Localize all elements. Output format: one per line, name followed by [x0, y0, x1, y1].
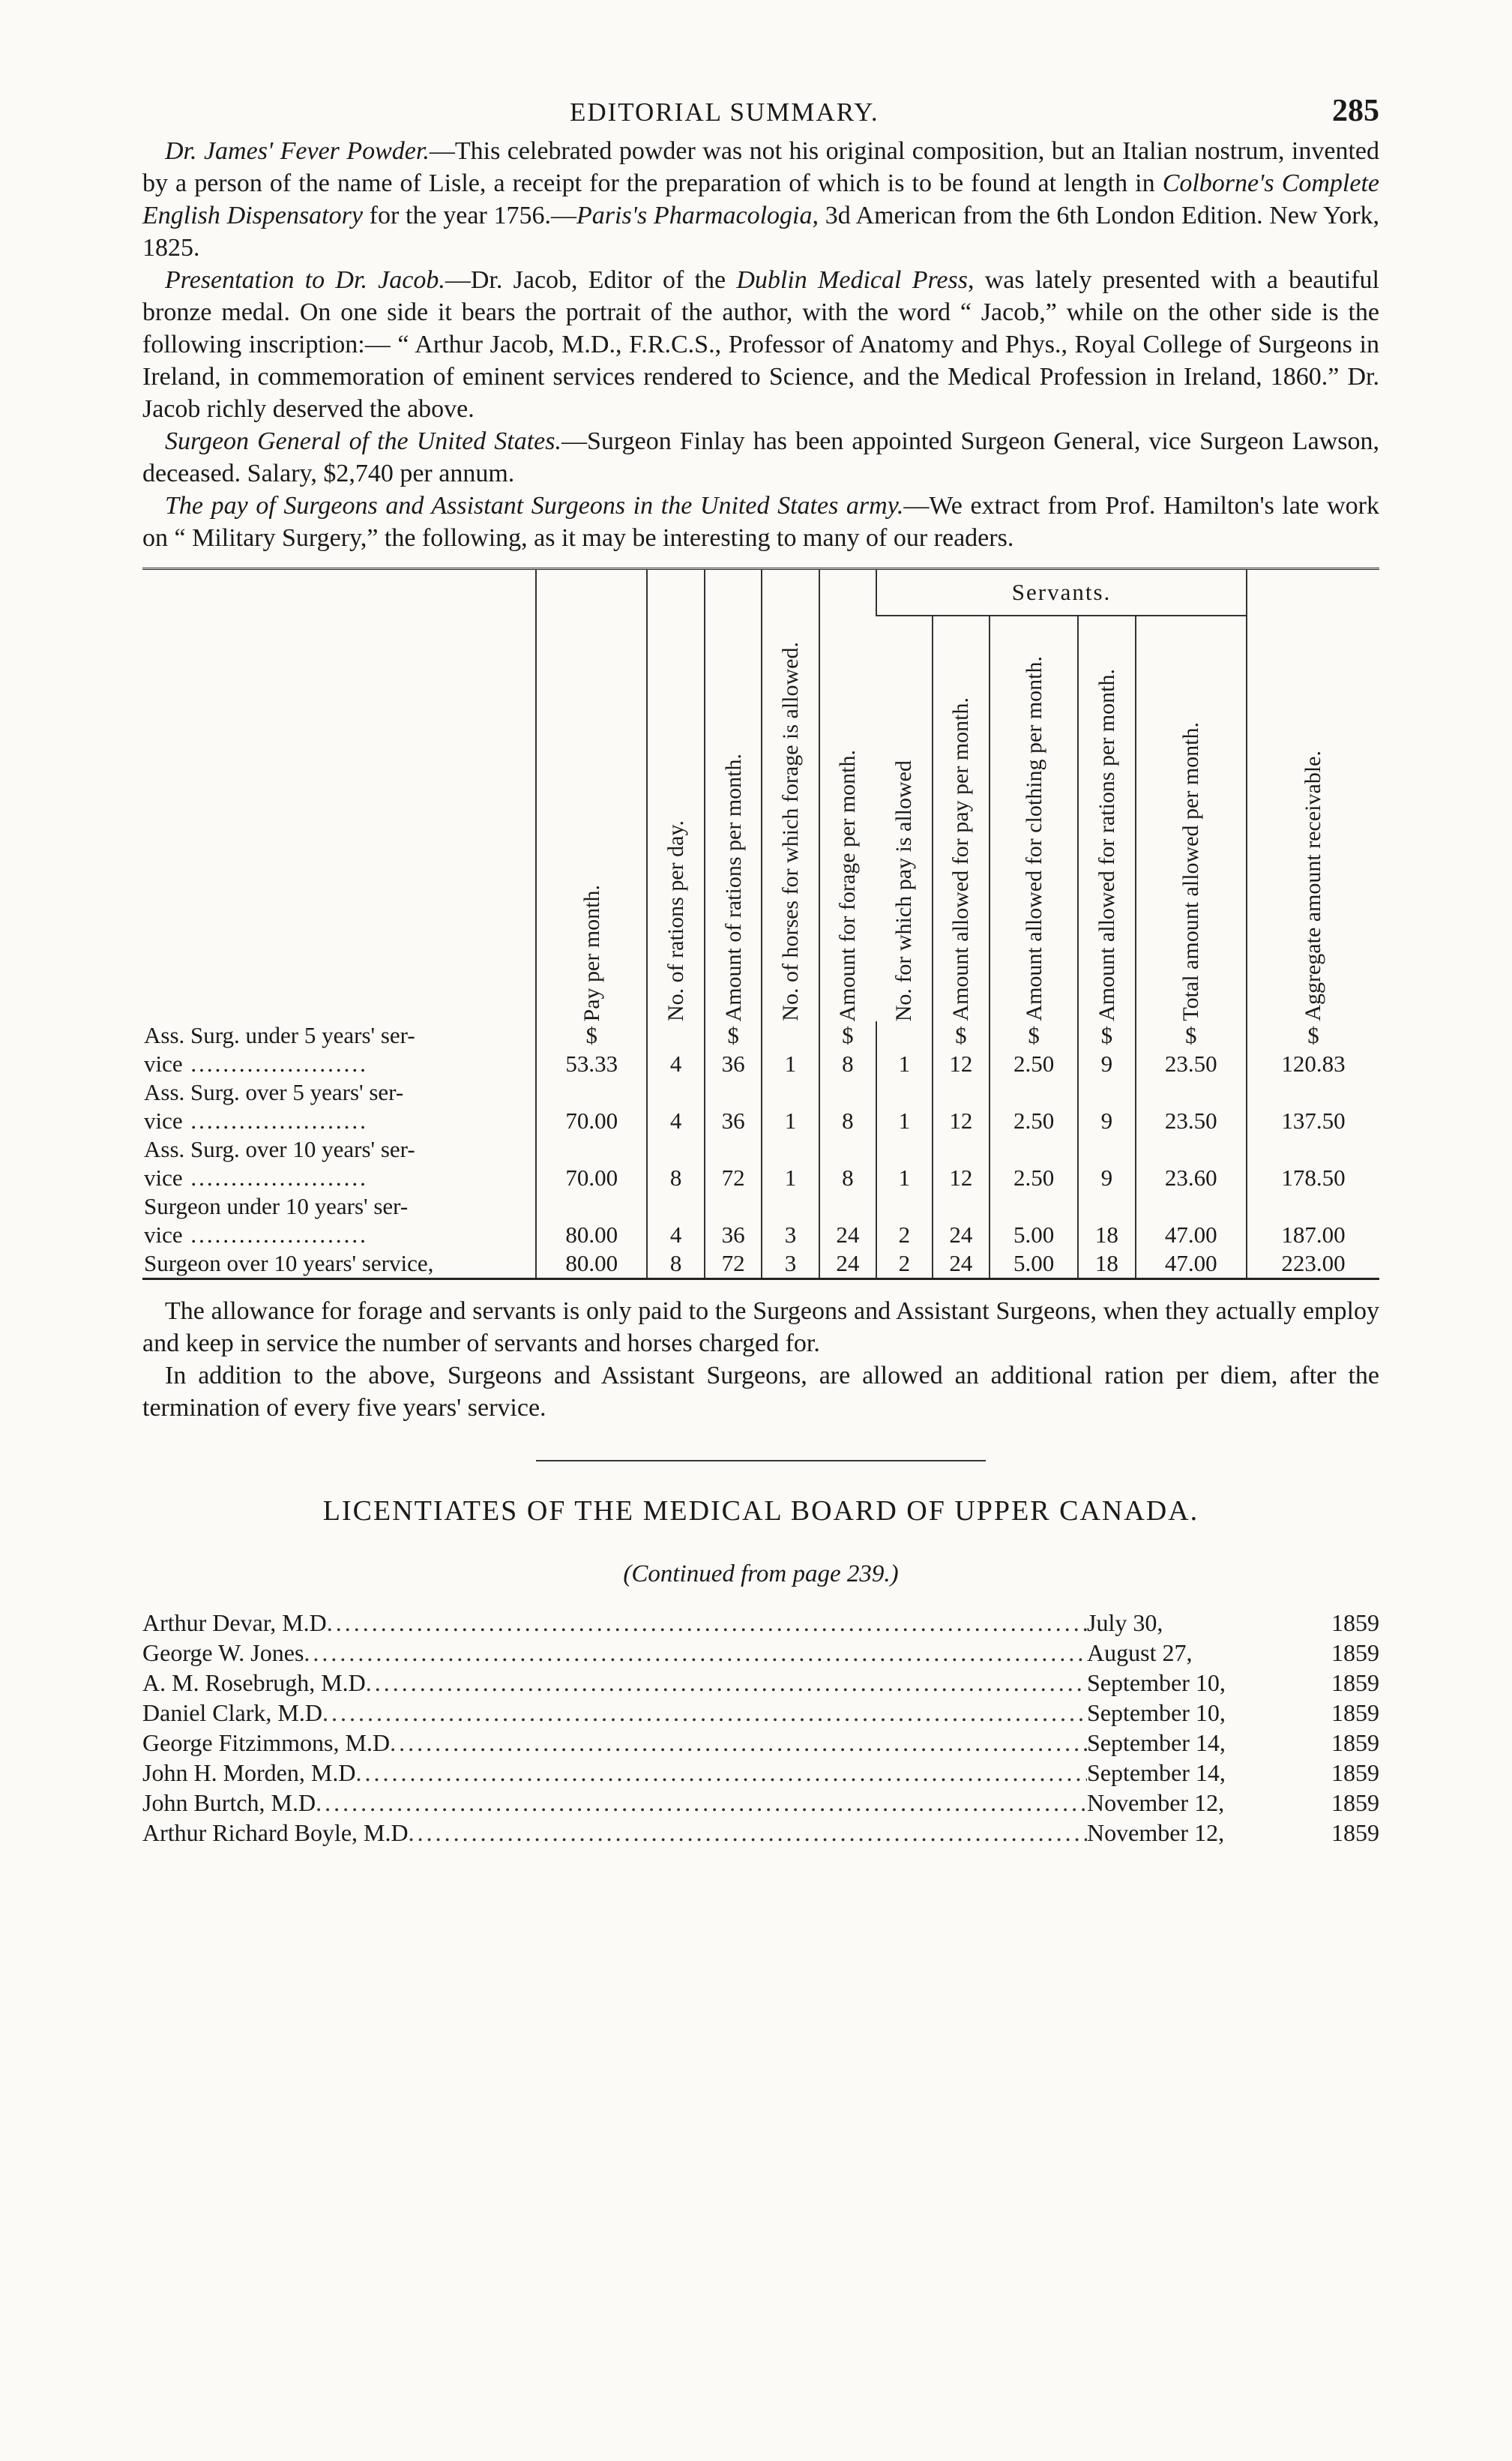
- list-item: [142, 1668, 1379, 1698]
- licentiate-year: 1859: [1331, 1609, 1379, 1636]
- list-item: [142, 1698, 1379, 1728]
- licentiate-year: 1859: [1331, 1759, 1379, 1786]
- leader-dots: [355, 1758, 1087, 1788]
- column-header: Pay per month.: [536, 570, 647, 1021]
- page-number: 285: [1332, 94, 1379, 128]
- paragraph-surgeon-general: [142, 425, 1379, 490]
- editorial-paragraphs: [142, 135, 1379, 554]
- column-header: Amount for forage per month.: [819, 570, 876, 1021]
- licentiate-year: 1859: [1331, 1729, 1379, 1756]
- paragraph-lead: Presentation to Dr. Jacob.: [165, 266, 445, 294]
- licentiate-date: August 27,: [1087, 1639, 1193, 1666]
- licentiate-name: A. M. Rosebrugh, M.D: [142, 1669, 366, 1696]
- table-cell: $ 53.33: [536, 1021, 647, 1078]
- section-title: LICENTIATES OF THE MEDICAL BOARD OF UPPER CANADA.: [322, 1495, 1199, 1527]
- table-cell: 223.00: [1247, 1249, 1379, 1278]
- list-item: [142, 1788, 1379, 1818]
- table-cell: 1: [762, 1021, 819, 1078]
- licentiate-date: September 14,: [1087, 1729, 1226, 1756]
- licentiate-name: John H. Morden, M.D: [142, 1759, 356, 1786]
- licentiates-list: [142, 1608, 1379, 1848]
- column-header: Total amount allowed per month.: [1136, 616, 1247, 1021]
- table-row: [142, 1078, 1379, 1135]
- licentiate-date: September 10,: [1087, 1699, 1226, 1726]
- table-cell: 23.60: [1136, 1135, 1247, 1192]
- table-cell: 5.00: [990, 1192, 1078, 1249]
- table-cell: 18: [1078, 1249, 1135, 1278]
- table-cell: Ass. Surg. over 10 years' ser- vice ......................: [144, 1136, 415, 1191]
- table-row: [142, 1192, 1379, 1249]
- pay-table: [142, 570, 1379, 1278]
- table-cell: 24: [933, 1192, 990, 1249]
- table-cell: 8: [819, 1135, 876, 1192]
- table-cell: 3: [762, 1249, 819, 1278]
- leader-dots: [304, 1638, 1087, 1668]
- table-cell: 9: [1078, 1078, 1135, 1135]
- column-header: Amount allowed for rations per month.: [1078, 616, 1135, 1021]
- paragraph-james-fever-powder: [142, 135, 1379, 264]
- table-cell: $ 2.50: [990, 1021, 1078, 1078]
- licentiate-date: July 30,: [1087, 1609, 1163, 1636]
- table-cell: 8: [647, 1249, 704, 1278]
- leader-dots: [409, 1818, 1087, 1848]
- list-item: [142, 1758, 1379, 1788]
- note-allowance: The allowance for forage and servants is only paid to the Surgeons and Assistant Surgeons, when they actually employ and keep in service the number of servants and horses charged for.: [142, 1297, 1379, 1357]
- table-cell: $ 8: [819, 1021, 876, 1078]
- paragraph-pay-of-surgeons: [142, 490, 1379, 554]
- pay-table-body: [142, 1021, 1379, 1278]
- table-cell: 187.00: [1247, 1192, 1379, 1249]
- table-cell: 1: [762, 1135, 819, 1192]
- table-cell: 2.50: [990, 1135, 1078, 1192]
- table-cell: 8: [819, 1078, 876, 1135]
- table-cell: 80.00: [536, 1192, 647, 1249]
- licentiate-year: 1859: [1331, 1819, 1379, 1846]
- table-cell: 70.00: [536, 1135, 647, 1192]
- table-cell: 4: [647, 1078, 704, 1135]
- table-cell: 23.50: [1136, 1078, 1247, 1135]
- licentiate-name: George Fitzimmons, M.D: [142, 1729, 391, 1756]
- leader-dots: [366, 1668, 1087, 1698]
- column-header: No. of rations per day.: [647, 570, 704, 1021]
- list-item: [142, 1728, 1379, 1758]
- licentiate-date: September 10,: [1087, 1669, 1226, 1696]
- table-cell: 178.50: [1247, 1135, 1379, 1192]
- table-cell: 137.50: [1247, 1078, 1379, 1135]
- table-cell: 47.00: [1136, 1249, 1247, 1278]
- page-header: [142, 82, 1379, 135]
- table-cell: 3: [762, 1192, 819, 1249]
- table-cell: $ 36: [705, 1021, 762, 1078]
- table-cell: 24: [819, 1192, 876, 1249]
- table-cell: 2: [876, 1249, 932, 1278]
- column-header: Amount of rations per month.: [705, 570, 762, 1021]
- list-item: [142, 1818, 1379, 1848]
- list-item: [142, 1638, 1379, 1668]
- table-cell: Surgeon over 10 years' service,: [144, 1250, 434, 1276]
- table-row: [142, 1135, 1379, 1192]
- table-cell: 24: [819, 1249, 876, 1278]
- table-cell: 4: [647, 1021, 704, 1078]
- table-cell: Surgeon under 10 years' ser- vice ......................: [144, 1193, 409, 1248]
- table-cell: 9: [1078, 1135, 1135, 1192]
- paragraph-body: —Dr. Jacob, Editor of the Dublin Medical Press, was lately presented with a beautiful bronze medal. On one side it bears the portrait of the author, with the word “ Jacob,” while on the other side is the following inscription:— “ Arthur Jacob, M.D., F.R.C.S., Professor of Anatomy and Phys., Royal College of Surgeons in Ireland, in commemoration of eminent services rendered to Science, and the Medical Profession in Ireland, 1860.” Dr. Jacob richly deserved the above.: [142, 266, 1379, 423]
- table-row: [142, 1021, 1379, 1078]
- table-cell: 72: [705, 1249, 762, 1278]
- table-cell: 1: [876, 1135, 932, 1192]
- table-notes: [142, 1295, 1379, 1424]
- licentiate-date: November 12,: [1087, 1789, 1225, 1816]
- paragraph-body: —We extract from Prof. Hamilton's late work on “ Military Surgery,” the following, as it may be interesting to many of our readers.: [142, 492, 1379, 552]
- paragraph-lead: The pay of Surgeons and Assistant Surgeons in the United States army.: [165, 492, 904, 520]
- licentiate-date: September 14,: [1087, 1759, 1226, 1786]
- table-cell: 24: [933, 1249, 990, 1278]
- table-cell: 1: [762, 1078, 819, 1135]
- licentiate-date: November 12,: [1087, 1819, 1225, 1846]
- table-cell: 8: [647, 1135, 704, 1192]
- table-cell: $ 120.83: [1247, 1021, 1379, 1078]
- table-cell: 2.50: [990, 1078, 1078, 1135]
- table-cell: 2: [876, 1192, 932, 1249]
- paragraph-lead: Surgeon General of the United States.: [165, 427, 561, 455]
- page: [142, 82, 1379, 1848]
- table-cell: 1: [876, 1021, 932, 1078]
- continued-note: (Continued from page 239.): [623, 1560, 899, 1587]
- licentiate-name: Arthur Devar, M.D: [142, 1609, 327, 1636]
- table-cell: $ 9: [1078, 1021, 1135, 1078]
- table-cell: 80.00: [536, 1249, 647, 1278]
- table-cell: Ass. Surg. over 5 years' ser- vice ......................: [144, 1079, 404, 1134]
- column-header: Aggregate amount receivable.: [1247, 570, 1379, 1021]
- table-cell: 12: [933, 1135, 990, 1192]
- note-additional-ration: In addition to the above, Surgeons and Assistant Surgeons, are allowed an additional ration per diem, after the termination of every five years' service.: [142, 1362, 1379, 1422]
- licentiate-name: Daniel Clark, M.D: [142, 1699, 322, 1726]
- running-title: EDITORIAL SUMMARY.: [570, 97, 879, 127]
- licentiate-name: George W. Jones: [142, 1639, 304, 1666]
- leader-dots: [390, 1728, 1087, 1758]
- paragraph-body: —Surgeon Finlay has been appointed Surgeon General, vice Surgeon Lawson, deceased. Salary, $2,740 per annum.: [142, 427, 1379, 487]
- table-cell: 1: [876, 1078, 932, 1135]
- column-header: Amount allowed for clothing per month.: [990, 616, 1078, 1021]
- paragraph-lead: Dr. James' Fever Powder.: [165, 137, 430, 165]
- pay-table-wrapper: [142, 568, 1379, 1280]
- table-cell: 72: [705, 1135, 762, 1192]
- leader-dots: [316, 1788, 1087, 1818]
- licentiate-year: 1859: [1331, 1699, 1379, 1726]
- table-cell: 70.00: [536, 1078, 647, 1135]
- table-cell: $ 12: [933, 1021, 990, 1078]
- paragraph-presentation-jacob: [142, 264, 1379, 425]
- table-cell: 36: [705, 1192, 762, 1249]
- table-cell: Ass. Surg. under 5 years' ser- vice ......................: [144, 1022, 415, 1077]
- column-header: Amount allowed for pay per month.: [933, 616, 990, 1021]
- table-cell: 47.00: [1136, 1192, 1247, 1249]
- table-cell: 18: [1078, 1192, 1135, 1249]
- row-label-header: [142, 570, 536, 1021]
- column-header: No. of horses for which forage is allowed.: [762, 570, 819, 1021]
- table-cell: 36: [705, 1078, 762, 1135]
- table-cell: 5.00: [990, 1249, 1078, 1278]
- servants-group-header: Servants.: [876, 570, 1247, 616]
- column-header: No. for which pay is allowed: [891, 760, 917, 1021]
- licentiate-year: 1859: [1331, 1669, 1379, 1696]
- table-row: [142, 1249, 1379, 1278]
- table-cell: 4: [647, 1192, 704, 1249]
- licentiate-year: 1859: [1331, 1789, 1379, 1816]
- section-divider: [536, 1460, 986, 1461]
- leader-dots: [322, 1698, 1087, 1728]
- list-item: [142, 1608, 1379, 1638]
- leader-dots: [327, 1608, 1087, 1638]
- paragraph-body: —This celebrated powder was not his original composition, but an Italian nostrum, invented by a person of the name of Lisle, a receipt for the preparation of which is to be found at length in Colborne's Complete English Dispensatory for the year 1756.—Paris's Pharmacologia, 3d American from the 6th London Edition. New York, 1825.: [142, 137, 1380, 262]
- table-cell: 12: [933, 1078, 990, 1135]
- licentiate-name: John Burtch, M.D: [142, 1789, 316, 1816]
- table-cell: $ 23.50: [1136, 1021, 1247, 1078]
- licentiate-year: 1859: [1331, 1639, 1379, 1666]
- licentiate-name: Arthur Richard Boyle, M.D: [142, 1819, 409, 1846]
